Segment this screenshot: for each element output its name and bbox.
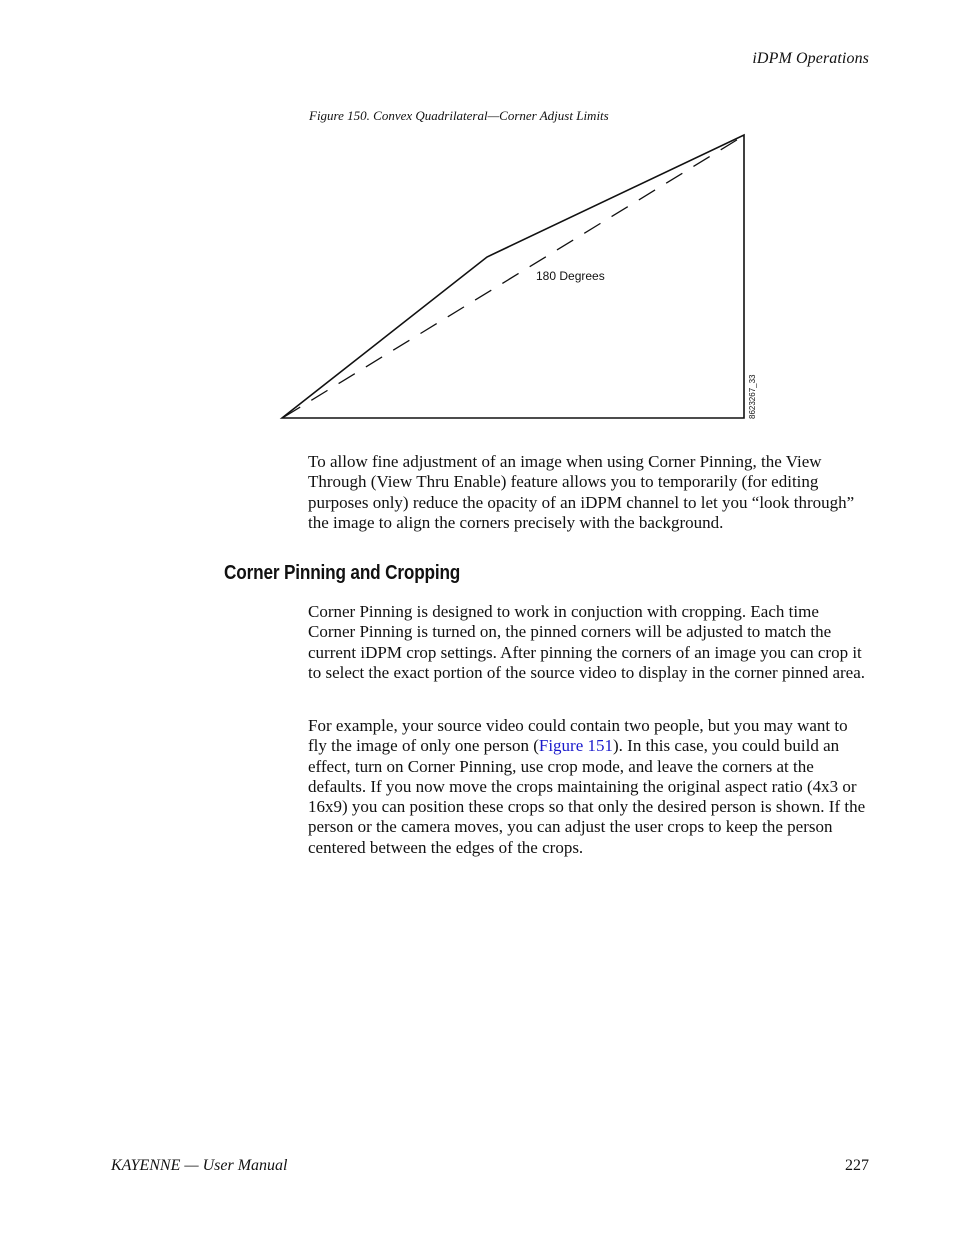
- paragraph-example-text-1: For example, your source video could contain two people, but you may want to fly the image of only one person (: [308, 716, 848, 756]
- figure-id-label: 8623267_33: [748, 374, 757, 419]
- footer-page-number: 227: [845, 1157, 869, 1174]
- paragraph-example-text-2: ). In this case, you could build an effect, turn on Corner Pinning, use crop mode, and leave the corners at the defaults. If you now move the crops maintaining the original aspect ratio (4x3 or 16x9) you can position these crops so that only the desired person is shown. If the person or the camera moves, you can adjust the user crops to keep the person centered between the edges of the crops.: [308, 736, 866, 857]
- angle-label: 180 Degrees: [536, 269, 605, 283]
- intro-paragraph: To allow fine adjustment of an image when using Corner Pinning, the View Through (View Thru Enable) feature allows you to temporarily (for editing purposes only) reduce the opacity of an iDPM channel to let you “look through” the image to align the corners precisely with the background.: [308, 452, 855, 532]
- quadrilateral-figure: [270, 125, 770, 430]
- paragraph-example: [308, 716, 870, 858]
- running-header: iDPM Operations: [752, 50, 869, 67]
- section-heading: Corner Pinning and Cropping: [224, 562, 461, 584]
- footer-manual-title: KAYENNE — User Manual: [111, 1157, 288, 1174]
- dashed-diagonal: [284, 138, 740, 417]
- paragraph-corner-pinning: Corner Pinning is designed to work in conjuction with cropping. Each time Corner Pinning is turned on, the pinned corners will be adjusted to match the current iDPM crop settings. After pinning the corners of an image you can crop it to select the exact portion of the source video to display in the corner pinned area.: [308, 602, 866, 682]
- figure-151-link[interactable]: Figure 151: [538, 736, 613, 756]
- figure-caption: Figure 150. Convex Quadrilateral—Corner Adjust Limits: [309, 108, 609, 123]
